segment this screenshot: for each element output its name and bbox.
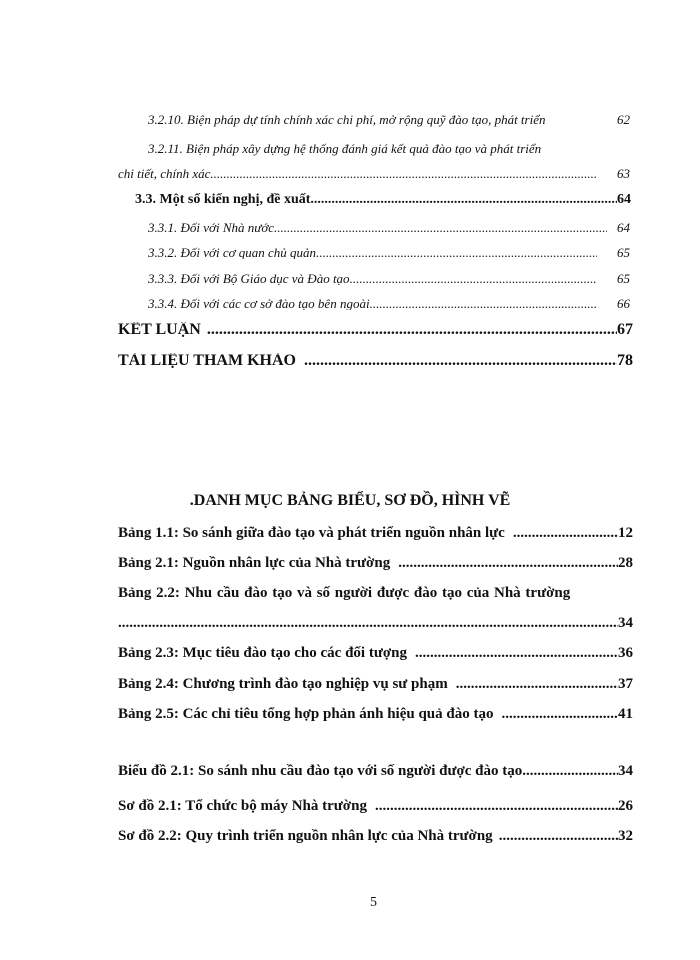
list-entry-text: Sơ đồ 2.2: Quy trình triển nguồn nhân lực của Nhà trường [118, 829, 493, 844]
toc-leader-dots [316, 246, 597, 259]
toc-leader-dots [274, 221, 607, 234]
toc-entry-text: KẾT LUẬN [118, 322, 201, 338]
list-entry-text: Biểu đồ 2.1: So sánh nhu cầu đào tạo với số người được đào tạo [118, 764, 523, 779]
toc-entry-page: 63 [617, 167, 630, 180]
toc-entry-page: 66 [617, 297, 630, 310]
list-entry-page: 34 [618, 616, 633, 631]
list-entry-bang-2-2-line1 [118, 586, 633, 601]
toc-leader-dots [201, 322, 617, 338]
toc-entry-text: 3.3.1. Đối với Nhà nước [148, 221, 275, 234]
toc-entry-text: chi tiết, chính xác [118, 167, 211, 180]
toc-entry-ket-luan [118, 322, 633, 338]
list-entry-so-do-2-2 [118, 829, 633, 844]
toc-entry-text: 3.3.2. Đối với cơ quan chủ quản [148, 246, 317, 259]
toc-entry-text: 3.3. Một số kiến nghị, đề xuất [135, 193, 311, 207]
toc-entry-page: 78 [617, 353, 633, 369]
list-entry-text: Bảng 1.1: So sánh giữa đào tạo và phát triển nguồn nhân lực [118, 526, 505, 541]
list-entry-bang-1-1 [118, 526, 633, 541]
list-entry-bang-2-5 [118, 707, 633, 722]
toc-leader-dots [296, 353, 617, 369]
toc-entry-text: 3.3.4. Đối với các cơ sở đào tạo bên ngoài [148, 297, 370, 310]
list-entry-page: 34 [618, 764, 633, 779]
list-entry-bang-2-1 [118, 556, 633, 571]
toc-entry-text: TÀI LIỆU THAM KHẢO [118, 353, 296, 369]
list-heading: .DANH MỤC BẢNG BIỂU, SƠ ĐỒ, HÌNH VẼ [189, 492, 511, 509]
list-entry-page: 36 [618, 646, 633, 661]
list-entry-bieu-do-2-1 [118, 764, 633, 779]
toc-leader-dots [370, 297, 597, 310]
list-entry-page: 37 [618, 677, 633, 692]
toc-entry-page: 64 [617, 193, 631, 207]
toc-leader-dots [350, 272, 597, 285]
page-number: 5 [370, 895, 377, 910]
toc-entry-page: 65 [617, 246, 630, 259]
toc-entry-page: 67 [617, 322, 633, 338]
list-leader-dots [505, 526, 618, 541]
list-entry-bang-2-4 [118, 677, 633, 692]
list-entry-page: 26 [618, 799, 633, 814]
list-entry-text: Bảng 2.3: Mục tiêu đào tạo cho các đối tượng [118, 646, 407, 661]
list-leader-dots [493, 829, 618, 844]
toc-entry-page: 65 [617, 272, 630, 285]
list-entry-bang-2-2-line2 [118, 616, 633, 631]
toc-entry-3-3-1 [148, 221, 630, 234]
toc-entry-page: 62 [617, 112, 630, 127]
list-entry-page: 12 [618, 526, 633, 541]
toc-entry-text: 3.3.3. Đối với Bộ Giáo dục và Đào tạo [148, 272, 350, 285]
list-entry-so-do-2-1 [118, 799, 633, 814]
list-leader-dots [118, 616, 618, 631]
toc-entry-3-3-4 [148, 297, 630, 310]
list-leader-dots [522, 764, 618, 779]
list-entry-text: Bảng 2.5: Các chỉ tiêu tổng hợp phản ánh hiệu quả đào tạo [118, 707, 494, 722]
toc-leader-dots [310, 193, 617, 207]
list-entry-page: 32 [618, 829, 633, 844]
toc-entry-tai-lieu [118, 353, 633, 369]
toc-leader-dots [210, 167, 597, 180]
list-leader-dots [390, 556, 618, 571]
list-entry-page: 41 [618, 707, 633, 722]
list-leader-dots [407, 646, 618, 661]
list-entry-text: Sơ đồ 2.1: Tổ chức bộ máy Nhà trường [118, 799, 367, 814]
list-leader-dots [367, 799, 618, 814]
list-leader-dots [448, 677, 618, 692]
list-leader-dots [493, 707, 618, 722]
toc-entry-3-3 [135, 193, 631, 207]
list-entry-bang-2-3 [118, 646, 633, 661]
toc-entry-3-2-10 [148, 113, 630, 126]
toc-entry-3-2-11-line2 [118, 167, 630, 180]
toc-entry-3-3-2 [148, 246, 630, 259]
list-entry-text: Bảng 2.1: Nguồn nhân lực của Nhà trường [118, 556, 391, 571]
toc-entry-3-2-11-line1 [148, 142, 541, 155]
list-entry-text: Bảng 2.4: Chương trình đào tạo nghiệp vụ sư phạm [118, 677, 448, 692]
toc-entry-text: 3.2.10. Biện pháp dự tính chính xác chi phí, mở rộng quỹ đào tạo, phát triển [148, 112, 546, 127]
list-entry-text: Bảng 2.2: Nhu cầu đào tạo và số người được đào tạo của Nhà trường [118, 585, 571, 601]
list-entry-page: 28 [618, 556, 633, 571]
toc-entry-page: 64 [617, 221, 630, 234]
toc-entry-3-3-3 [148, 272, 630, 285]
toc-entry-text: 3.2.11. Biện pháp xây dựng hệ thống đánh giá kết quả đào tạo và phát triển [148, 141, 542, 156]
